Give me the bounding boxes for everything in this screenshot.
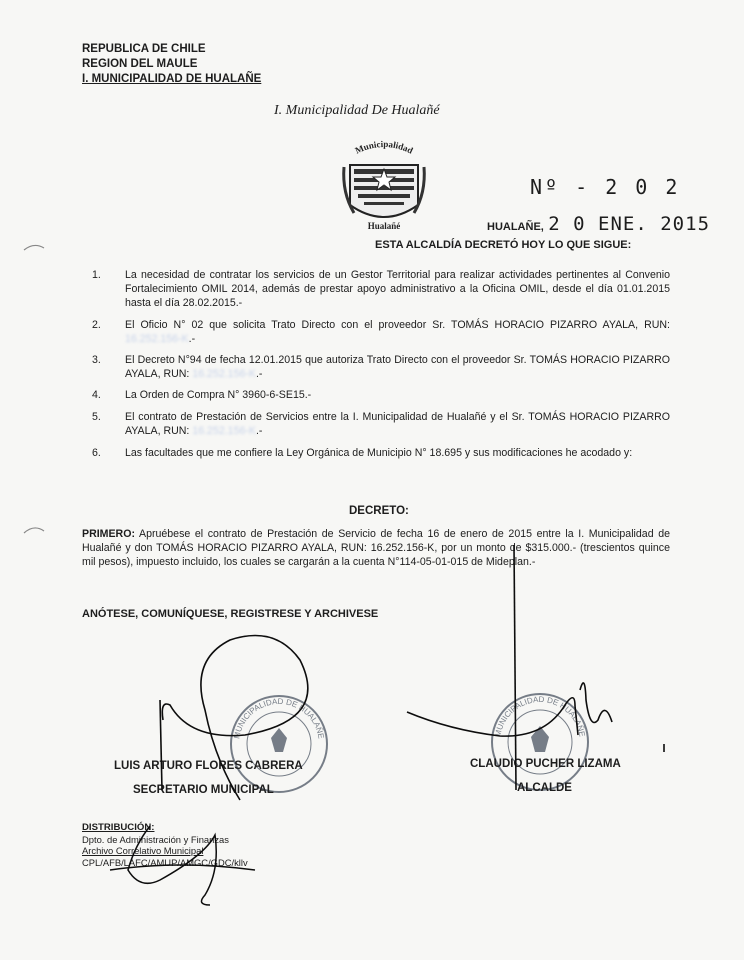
organization-title: I. Municipalidad De Hualañé [274, 103, 440, 118]
item-number: 2. [92, 319, 101, 331]
svg-text:Municipalidad: Municipalidad [353, 138, 415, 156]
redacted-run: 16.252.156-K [192, 425, 256, 437]
item-number: 1. [92, 269, 101, 281]
place: HUALAÑE, [487, 221, 544, 233]
svg-text:MUNICIPALIDAD DE HUALAÑE: MUNICIPALIDAD DE HUALAÑE [493, 694, 587, 738]
distribution-line: Archivo Correlativo Municipal [82, 845, 204, 856]
initials-distribution [110, 826, 255, 905]
distribution-label: DISTRIBUCIÓN: [82, 822, 155, 833]
date-stamp: 2 0 ENE. 2015 [548, 213, 711, 235]
letterhead-municipality: I. MUNICIPALIDAD DE HUALAÑE [82, 73, 262, 85]
intro-line: ESTA ALCALDÍA DECRETÓ HOY LO QUE SIGUE: [375, 239, 632, 251]
letterhead-region: REGION DEL MAULE [82, 58, 198, 70]
signature-secretary [160, 636, 308, 801]
closing-formula: ANÓTESE, COMUNÍQUESE, REGISTRESE Y ARCHIVESE [82, 608, 379, 620]
distribution-line: Dpto. de Administración y Finanzas [82, 833, 229, 845]
item-number: 6. [92, 447, 101, 459]
decree-number: Nº - 2 0 2 [530, 175, 681, 199]
article-text: Apruébese el contrato de Prestación de Servicio de fecha 16 de enero de 2015 entre la I. Municipalidad de Hualañé y don TOMÁS HORACIO PIZARRO AYALA, RUN: 16.252.156-K, por un monto de $315.000.- (trescientos quince mil pesos), impuesto incluido, los cuales se cargarán a la cuenta N°114-05-01-015 de Mideplan.- [82, 528, 670, 568]
redacted-run: 16.252.156-K [125, 333, 189, 345]
item-number: 5. [92, 411, 101, 423]
signatory-secretary-name: LUIS ARTURO FLORES CABRERA [114, 760, 303, 772]
decree-heading: DECRETO: [349, 505, 409, 517]
article-label: PRIMERO: [82, 528, 135, 540]
signatory-mayor-title: ALCALDE [517, 782, 572, 794]
item-text: La necesidad de contratar los servicios de un Gestor Territorial para realizar actividades pertinentes al Convenio Fortalecimiento OMIL 2014, además de prestar apoyo administrativo a la Oficina OMIL, desde el día 01.01.2015 hasta el día 28.02.2015.- [125, 269, 670, 309]
svg-text:MUNICIPALIDAD DE HUALAÑE: MUNICIPALIDAD DE HUALAÑE [232, 696, 326, 740]
signature-mayor [407, 545, 664, 790]
item-text: La Orden de Compra N° 3960-6-SE15.- [125, 389, 312, 401]
item-number: 4. [92, 389, 101, 401]
item-text: Las facultades que me confiere la Ley Orgánica de Municipio N° 18.695 y sus modificaciones he acodado y: [125, 447, 633, 459]
item-text: El Oficio N° 02 que solicita Trato Directo con el proveedor Sr. TOMÁS HORACIO PIZARRO AYALA, RUN: 16.252.156-K.- [125, 319, 670, 345]
item-number: 3. [92, 354, 101, 366]
item-text: El Decreto N°94 de fecha 12.01.2015 que autoriza Trato Directo con el proveedor Sr. TOMÁS HORACIO PIZARRO AYALA, RUN: 16.252.156-K.- [125, 354, 670, 380]
distribution-line: CPL/AFB/LAFC/AMUP/AMGC/GDC/kllv [82, 856, 248, 868]
item-text: El contrato de Prestación de Servicios entre la I. Municipalidad de Hualañé y el Sr. TOMÁS HORACIO PIZARRO AYALA, RUN: 16.252.156-K.- [125, 411, 670, 437]
signatory-secretary-title: SECRETARIO MUNICIPAL [133, 784, 274, 796]
signatory-mayor-name: CLAUDIO PUCHER LIZAMA [470, 758, 621, 770]
redacted-run: 16.252.156-K [192, 368, 256, 380]
letterhead-country: REPUBLICA DE CHILE [82, 43, 206, 55]
svg-text:Hualañé: Hualañé [367, 221, 401, 231]
